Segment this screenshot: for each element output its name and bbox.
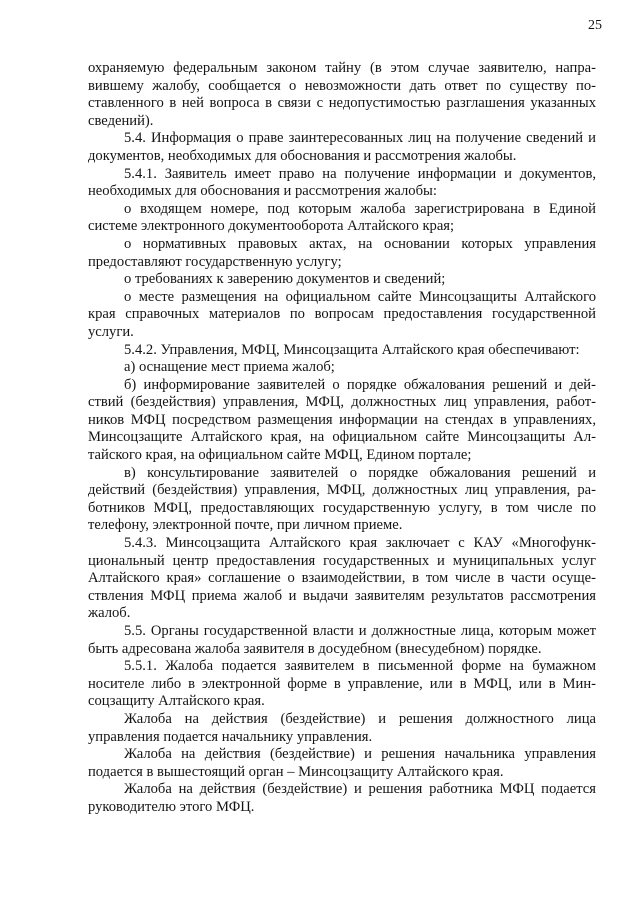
paragraph: охраняемую федеральным законом тайну (в этом случае заявителю, направившему жалобу, сообщается о невозможности дать ответ по существу поставленного в ней вопроса в связи с недопустимостью разглашения указанных сведений). — [88, 60, 596, 129]
paragraph: Жалоба на действия (бездействие) и решения должностного лица управления подается начальнику управления. — [88, 710, 596, 745]
paragraph: б) информирование заявителей о порядке обжалования решений и действий (бездействия) управления, МФЦ, должностных лиц управления, работников МФЦ посредством размещения информации на стендах в управлениях, Минсоцзащите Алтайского края, на официальном сайте Минсоцзащиты Алтайского края, на официальном сайте МФЦ, Едином портале; — [88, 376, 596, 464]
paragraph: 5.4.2. Управления, МФЦ, Минсоцзащита Алтайского края обеспечивают: — [124, 341, 580, 358]
paragraph: 5.5. Органы государственной власти и должностные лица, которым может быть адресована жалоба заявителя в досудебном (внесудебном) порядке. — [88, 623, 596, 657]
document-body — [88, 60, 596, 817]
page-number: 25 — [588, 18, 602, 33]
paragraph: а) оснащение мест приема жалоб; — [124, 359, 335, 376]
paragraph: в) консультирование заявителей о порядке обжалования решений и действий (бездействия) управления, МФЦ, должностных лиц управления, работников МФЦ, предоставляющих государственную услугу, в том числе по телефону, электронной почте, при личном приеме. — [88, 464, 596, 534]
paragraph: 5.4.1. Заявитель имеет право на получение информации и документов, необходимых для обоснования и рассмотрения жалобы: — [88, 165, 596, 200]
paragraph: Жалоба на действия (бездействие) и решения работника МФЦ подается руководителю этого МФЦ. — [88, 781, 596, 815]
paragraph: Жалоба на действия (бездействие) и решения начальника управления подается в вышестоящий орган – Минсоцзащиту Алтайского края. — [88, 746, 596, 780]
paragraph: 5.4.3. Минсоцзащита Алтайского края заключает с КАУ «Многофункциональный центр предоставления государственных и муниципальных услуг Алтайского края» соглашение о взаимодействии, в том числе в части осуществления МФЦ приема жалоб и выдачи заявителям результатов рассмотрения жалоб. — [88, 535, 596, 622]
paragraph: 5.5.1. Жалоба подается заявителем в письменной форме на бумажном носителе либо в электронной форме в управление, или в МФЦ, или в Минсоцзащиту Алтайского края. — [88, 658, 596, 710]
paragraph: о требованиях к заверению документов и сведений; — [124, 271, 446, 288]
paragraph: о месте размещения на официальном сайте Минсоцзащиты Алтайского края справочных материалов по вопросам предоставления государственной услуги. — [88, 288, 596, 340]
paragraph: 5.4. Информация о праве заинтересованных лиц на получение сведений и документов, необходимых для обоснования и рассмотрения жалобы. — [88, 130, 596, 164]
paragraph: о входящем номере, под которым жалоба зарегистрирована в Единой системе электронного документооборота Алтайского края; — [88, 200, 596, 235]
paragraph: о нормативных правовых актах, на основании которых управления предоставляют государственную услугу; — [88, 235, 596, 270]
